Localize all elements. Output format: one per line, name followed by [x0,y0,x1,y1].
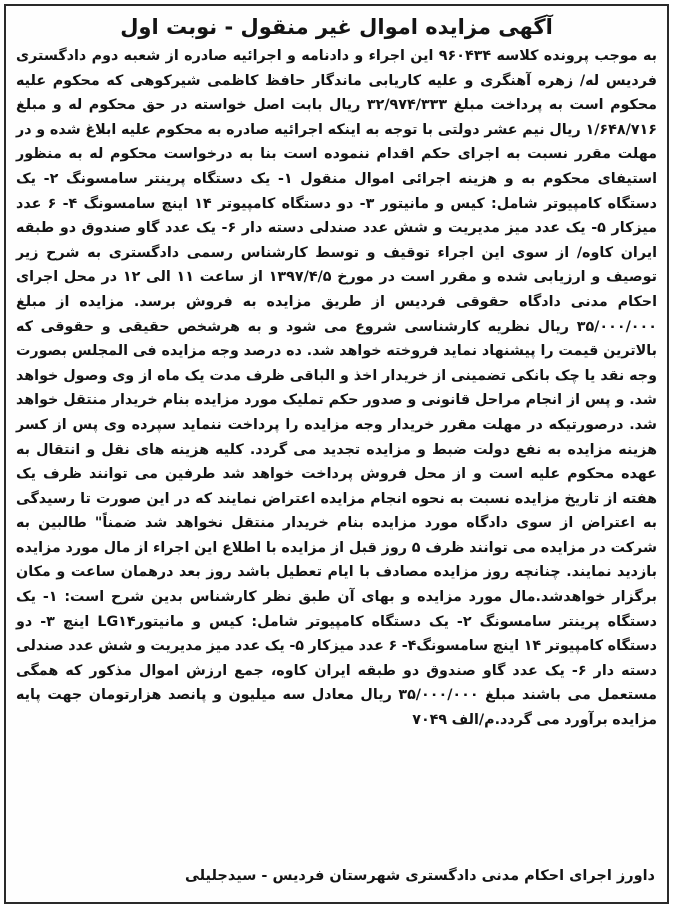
notice-signature: داورز اجرای احکام مدنی دادگستری شهرستان فردیس - سیدجلیلی [184,868,655,884]
notice-title: آگهی مزایده اموال غیر منقول - نوبت اول [120,15,553,39]
auction-notice [4,4,669,904]
notice-body: به موجب پرونده کلاسه ۹۶۰۴۳۴ این اجراء و دادنامه و اجرائیه صادره از شعبه دوم دادگستری فردیس له/ زهره آهنگری و علیه کاریابی ماندگار حافظ کاظمی شیرکوهی که محکوم علیه محکوم است به پرداخت مبلغ ۳۲/۹۷۴/۳۳۳ ریال بابت اصل خواسته در حق محکوم له و مبلغ ۱/۶۴۸/۷۱۶ ریال نیم عشر دولتی با توجه به اینکه اجرائیه صادره به محکوم علیه ابلاغ شده و در مهلت مقرر نسبت به اجرای حکم اقدام ننموده است بنا به درخواست محکوم له به منظور استیفای محکوم به و هزینه اجرائی اموال منقول ۱- یک دستگاه پرینتر سامسونگ ۲- یک دستگاه کامپیوتر شامل: کیس و مانیتور ۳- دو دستگاه کامپیوتر ۱۴ اینچ سامسونگ ۴- ۶ عدد میزکار ۵- یک عدد میز مدیریت و شش عدد صندلی دسته دار ۶- یک عدد گاو صندوق دو طبقه ایران کاوه/ از سوی این اجراء توقیف و توسط کارشناس رسمی دادگستری به شرح زیر توصیف و ارزیابی شده و مقرر است در مورخ ۱۳۹۷/۴/۵ از ساعت ۱۱ الی ۱۲ در محل اجرای احکام مدنی دادگاه حقوقی فردیس از طریق مزایده به فروش برسد. مزایده از مبلغ ۳۵/۰۰۰/۰۰۰ ریال نظریه کارشناسی شروع می شود و به هرشخص حقیقی و حقوقی که بالاترین قیمت را پیشنهاد نماید فروخته خواهد شد. ده درصد وجه مزایده فی المجلس بصورت وجه نقد یا چک بانکی تضمینی از خریدار اخذ و الباقی ظرف مدت یک ماه از وی وصول خواهد شد. و پس از انجام مراحل قانونی و صدور حکم تملیک مورد مزایده بنام خریدار منتقل خواهد شد. درصورتیکه در مهلت مقرر خریدار وجه مزایده را پرداخت ننماید سپرده وی پس از کسر هزینه مزایده به نفع دولت ضبط و مزایده تجدید می گردد. کلیه هزینه های نقل و انتقال به عهده محکوم علیه است و از محل فروش پرداخت خواهد شد طرفین می توانند ظرف یک هفته از تاریخ مزایده نسبت به نحوه انجام مزایده اعتراض نمایند که در این صورت تا رسیدگی به اعتراض از سوی دادگاه مورد مزایده بنام خریدار منتقل نخواهد شد ضمناً" طالبین به شرکت در مزایده می توانند ظرف ۵ روز قبل از مزایده با اطلاع این اجراء از مال مورد مزایده بازدید نمایند. چنانچه روز مزایده مصادف با ایام تعطیل باشد روز بعد درهمان ساعت و مکان برگزار خواهدشد.مال مورد مزایده و بهای آن طبق نظر کارشناس بدین شرح است: ۱- یک دستگاه پرینتر سامسونگ ۲- یک دستگاه کامپیوتر شامل: کیس و مانیتورLG۱۴ اینچ ۳- دو دستگاه کامپیوتر ۱۴ اینچ سامسونگ۴- ۶ عدد میزکار ۵- یک عدد میز مدیریت و شش عدد صندلی دسته دار ۶- یک عدد گاو صندوق دو طبقه ایران کاوه، جمع ارزش اموال مذکور که همگی مستعمل می باشند مبلغ ۳۵/۰۰۰/۰۰۰ ریال معادل سه میلیون و پانصد هزارتومان جهت پایه مزایده برآورد می گردد.م/الف ۷۰۴۹ [16,48,658,729]
